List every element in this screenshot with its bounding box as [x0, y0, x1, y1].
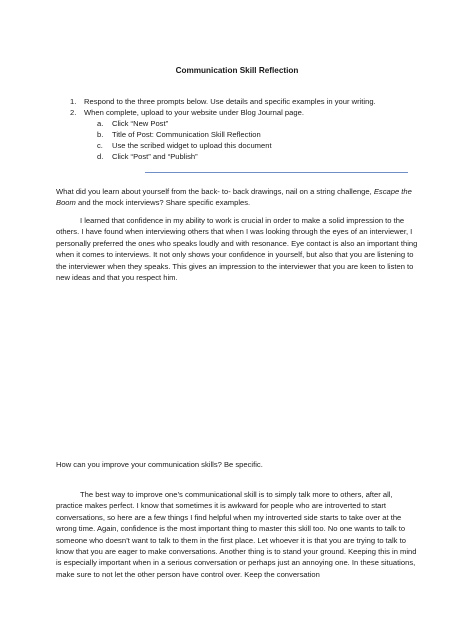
instruction-text: Respond to the three prompts below. Use details and specific examples in your writing. — [84, 97, 376, 106]
list-letter: c. — [97, 141, 103, 150]
prompt-1-italic-title: Escape the Boom — [56, 187, 412, 208]
substep-text: Click “New Post” — [112, 119, 169, 128]
substep-text: Use the scribed widget to upload this document — [112, 141, 272, 150]
substep-c — [70, 140, 376, 151]
answer-1: I learned that confidence in my ability to work is crucial in order to make a solid impression to the others. I have found when interviewing others that when I was looking through the eyes of an interviewer, I personally preferred the ones who speaks loudly and with resonance. Eye contact is also an important thing when it comes to interviews. It not only shows your confidence in yourself, but also that you are listening to the interviewer when they speaks. This gives an impression to the interviewer that you are keen to listen to new ideas and that you respect him. — [56, 216, 418, 283]
list-number: 1. — [70, 97, 77, 106]
list-letter: d. — [97, 152, 104, 161]
horizontal-divider — [145, 172, 408, 173]
prompt-1-text-end: and the mock interviews? Share specific examples. — [75, 198, 251, 208]
substep-d — [70, 151, 376, 162]
substep-text: Click “Post” and “Publish” — [112, 152, 198, 161]
substep-a — [70, 118, 376, 129]
instruction-text: When complete, upload to your website under Blog Journal page. — [84, 108, 304, 117]
instruction-list — [70, 96, 376, 162]
prompt-1-text: What did you learn about yourself from the back- to- back drawings, nail on a string challenge, — [56, 187, 374, 196]
list-letter: a. — [97, 119, 104, 128]
substep-text: Title of Post: Communication Skill Reflection — [112, 130, 261, 139]
instruction-item-2 — [70, 107, 376, 118]
substep-b — [70, 129, 376, 140]
answer-2: The best way to improve one’s communicational skill is to simply talk more to others, after all, practice makes perfect. I know that sometimes it is awkward for people who are introverted to start conversations, so here are a few things I find helpful when my introverted side starts to take over at the wrong time. Again, confidence is the most important thing to master this skill too. No one wants to talk to someone who doesn’t want to talk to them in the first place. Let whoever it is that you are trying to talk to know that you are eager to make conversations. Another thing is to stand your ground. Keeping this in mind is especially important when in a serious conversation or perhaps just an annoying one. In these situations, make sure to not let the other person have control over. Keep the conversation — [56, 490, 417, 579]
list-number: 2. — [70, 108, 77, 117]
prompt-1 — [56, 186, 418, 209]
list-letter: b. — [97, 130, 104, 139]
prompt-2: How can you improve your communication skills? Be specific. — [56, 460, 263, 469]
instruction-item-1 — [70, 96, 376, 107]
document-title: Communication Skill Reflection — [175, 66, 299, 75]
